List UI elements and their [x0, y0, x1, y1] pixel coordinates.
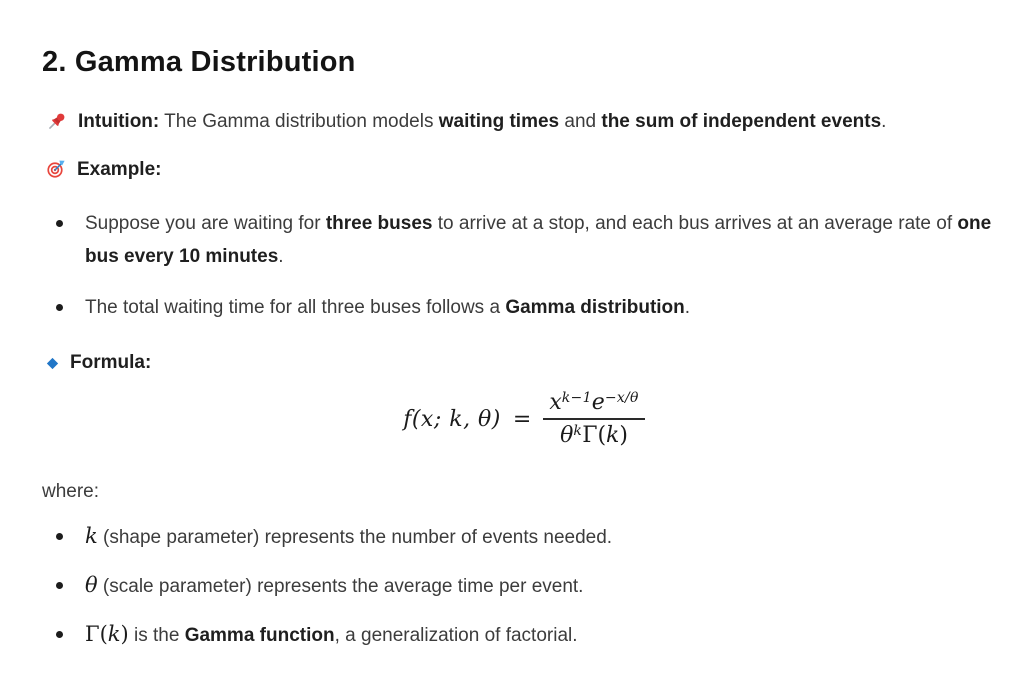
- bullet-dot: [56, 533, 63, 540]
- formula-label-line: [46, 350, 1006, 376]
- text-run: The total waiting time for all three buses follows a: [85, 297, 506, 318]
- text-run: (shape parameter) represents the number of events needed.: [97, 526, 613, 548]
- intuition-text: [78, 109, 886, 135]
- text-run: to arrive at a stop, and each bus arrives at an average rate of: [432, 213, 958, 234]
- param-symbol: [85, 622, 129, 646]
- parameter-list: [42, 522, 1006, 650]
- bold-run: three buses: [325, 213, 433, 234]
- bold-run: the sum of independent events: [601, 111, 882, 132]
- list-item: [56, 207, 1006, 273]
- math-var-theta: θ: [560, 422, 574, 448]
- fraction-denominator: [554, 423, 634, 449]
- bullet-dot: [56, 220, 63, 227]
- bullet-text: [85, 291, 690, 324]
- text-run: is the: [128, 624, 185, 646]
- param-symbol: [85, 524, 98, 548]
- text-run: Suppose you are waiting for: [85, 213, 326, 234]
- list-item: [56, 522, 1006, 552]
- symbol-part: θ: [85, 572, 98, 597]
- example-line: [46, 157, 1006, 183]
- list-item: [56, 571, 1006, 601]
- intuition-label: Intuition:: [78, 111, 160, 132]
- blue-diamond-icon: [46, 357, 59, 370]
- param-text: [85, 620, 578, 650]
- equals-sign: =: [512, 406, 532, 432]
- formula-label: Formula:: [70, 352, 152, 373]
- bullet-dot: [56, 304, 63, 311]
- formula-lhs: f(x; k, θ): [403, 406, 501, 432]
- symbol-part: k: [85, 523, 98, 548]
- example-label: Example:: [77, 159, 162, 180]
- bullet-dot: [56, 582, 63, 589]
- math-exponent: k: [573, 422, 583, 439]
- intuition-line: [46, 109, 1006, 135]
- pushpin-icon: [46, 111, 67, 132]
- math-var-x: x: [549, 390, 562, 415]
- list-item: [56, 291, 1006, 324]
- math-var-e: e: [591, 390, 605, 415]
- symbol-part: Γ(: [85, 621, 108, 646]
- symbol-part: k: [107, 621, 121, 646]
- symbol-part: ): [120, 621, 129, 646]
- param-text: [85, 571, 583, 601]
- param-symbol: [85, 573, 98, 597]
- math-var-k: k: [606, 422, 620, 448]
- text-run: .: [684, 297, 691, 318]
- bold-run: Gamma function: [184, 624, 335, 646]
- text-run: .: [881, 111, 887, 132]
- list-item: [56, 620, 1006, 650]
- math-exponent: −x/θ: [604, 390, 639, 406]
- example-bullet-list: [42, 207, 1006, 324]
- text-run: The Gamma distribution models: [159, 111, 439, 132]
- bold-run: one bus every 10 minutes: [85, 213, 992, 267]
- text-run: (scale parameter) represents the average time per event.: [97, 575, 584, 597]
- fraction-numerator: [543, 390, 644, 416]
- param-text: [85, 522, 612, 552]
- gamma-pdf-formula: [42, 390, 1006, 449]
- text-run: and: [559, 111, 602, 132]
- target-dart-icon: [46, 159, 66, 179]
- fraction-bar: [543, 418, 644, 420]
- where-label: where:: [42, 480, 100, 502]
- math-paren: ): [619, 422, 628, 448]
- bold-run: waiting times: [438, 111, 560, 132]
- bullet-text: [85, 207, 1006, 273]
- math-gamma-function: Γ(: [582, 422, 607, 448]
- text-run: , a generalization of factorial.: [334, 624, 578, 646]
- page-title: 2. Gamma Distribution: [42, 46, 356, 78]
- bullet-dot: [56, 631, 63, 638]
- formula-label-text: [70, 350, 151, 376]
- math-exponent: k−1: [561, 390, 592, 406]
- example-text: [77, 157, 161, 183]
- bold-run: Gamma distribution: [505, 297, 685, 318]
- formula-fraction: [543, 390, 644, 449]
- text-run: .: [278, 246, 284, 267]
